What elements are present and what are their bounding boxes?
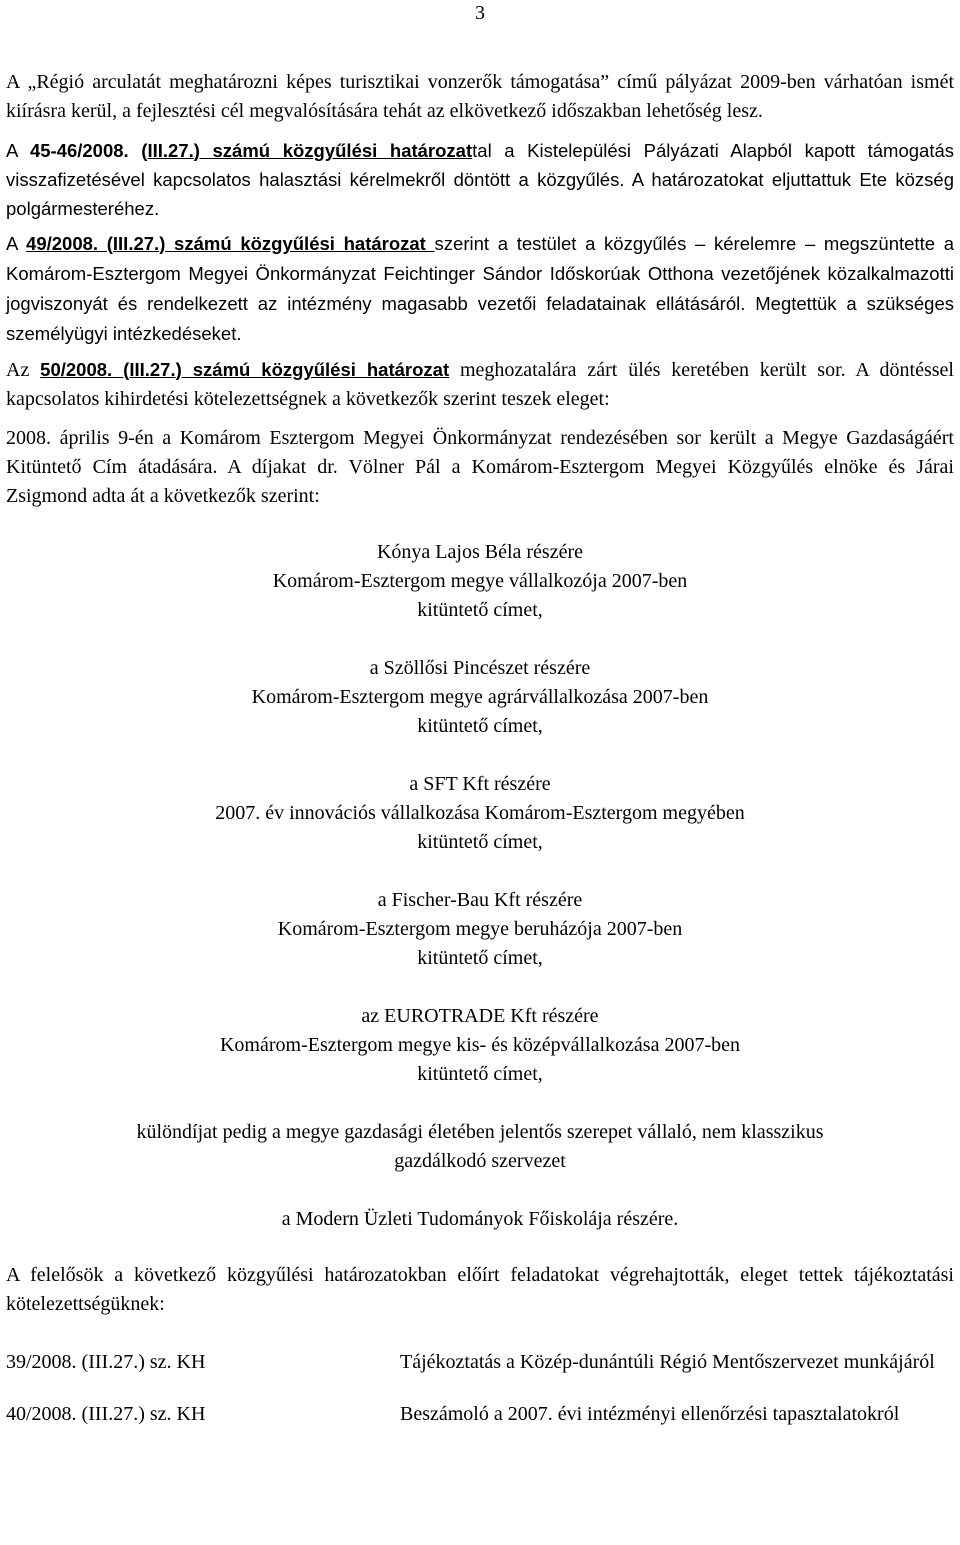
resolution-table (6, 1348, 954, 1429)
paragraph-resolution-50 (6, 355, 954, 414)
resolution-prefix: A (6, 233, 27, 254)
award-item (6, 1002, 954, 1089)
award-recipient: a SFT Kft részére (409, 773, 551, 795)
resolution-prefix: A (6, 140, 30, 161)
resolution-date: III.27. (112, 233, 160, 254)
document-body (6, 68, 954, 1452)
resolution-prefix: Az (6, 359, 41, 381)
special-award (6, 1118, 954, 1234)
award-title: kitüntető címet, (417, 831, 543, 853)
award-category: 2007. év innovációs vállalkozása Komárom-Esztergom megyében (215, 802, 745, 824)
table-cell-reference: 39/2008. (III.27.) sz. KH (6, 1351, 206, 1373)
award-category: Komárom-Esztergom megye vállalkozója 2007-ben (272, 570, 688, 592)
award-recipient: az EUROTRADE Kft részére (361, 1005, 599, 1027)
award-title: kitüntető címet, (417, 599, 543, 621)
award-recipient: Kónya Lajos Béla részére (376, 541, 583, 563)
award-item (6, 654, 954, 741)
resolution-date: III.27. (147, 140, 194, 161)
resolution-reference: ) számú közgyűlési határozat (175, 359, 450, 380)
table-cell-description: Tájékoztatás a Közép-dunántúli Régió Mentőszervezet munkájáról (400, 1351, 935, 1373)
award-category: Komárom-Esztergom megye beruházója 2007-ben (277, 918, 683, 940)
table-row (6, 1400, 954, 1429)
award-category: Komárom-Esztergom megye kis- és középvállalkozása 2007-ben (219, 1034, 741, 1056)
page-number: 3 (475, 2, 485, 24)
resolution-followup: A döntéssel kapcsolatos kihirdetési kötelezettségnek a következők szerint teszek eleget: (6, 359, 954, 410)
table-cell-description: Beszámoló a 2007. évi intézményi ellenőrzési tapasztalatokról (400, 1403, 900, 1425)
paragraph-resolution-45-46 (6, 136, 954, 223)
special-award-description-cont: gazdálkodó szervezet (394, 1150, 566, 1172)
resolution-date: III.27. (129, 359, 176, 380)
award-item (6, 886, 954, 973)
paragraph-resolution-49 (6, 229, 954, 349)
award-recipient: a Szöllősi Pincészet részére (369, 657, 591, 679)
table-row (6, 1348, 954, 1377)
award-item (6, 770, 954, 857)
award-recipient: a Fischer-Bau Kft részére (377, 889, 583, 911)
award-list (6, 538, 954, 1234)
special-award-recipient: a Modern Üzleti Tudományok Főiskolája részére. (281, 1208, 679, 1230)
award-title: kitüntető címet, (417, 1063, 543, 1085)
award-category: Komárom-Esztergom megye agrárvállalkozása 2007-ben (251, 686, 709, 708)
resolution-text: szerint a testület a közgyűlés – kérelemre – megszüntette a Komárom-Esztergom Megyei Önkormányzat Feichtinger Sándor Időskorúak Otthona vezetőjének közalkalmazotti jogviszonyát és rendelkezett az intézmény magasabb vezetői feladatainak ellátásáról. (6, 233, 954, 314)
resolution-text: tal a Kistelepülési Pályázati Alapból kapott támogatás visszafizetésével kapcsolatos halasztási kérelmekről döntött a közgyűlés. (6, 140, 955, 190)
resolution-followup: Megtettük a szükséges személyügyi intézkedéseket. (6, 293, 954, 344)
resolution-followup: A határozatokat eljuttattuk Ete község polgármesteréhez. (6, 169, 955, 219)
award-title: kitüntető címet, (417, 715, 543, 737)
resolution-number: 50/2008. ( (40, 359, 130, 380)
resolution-reference: ) számú közgyűlési határozat (193, 140, 473, 161)
award-title: kitüntető címet, (417, 947, 543, 969)
resolution-reference: ) számú közgyűlési határozat (159, 233, 435, 254)
special-award-description: különdíjat pedig a megye gazdasági életében jelentős szerepet vállaló, nem klasszikus (136, 1121, 824, 1143)
resolution-number: 45-46/2008. ( (29, 140, 148, 161)
award-item (6, 538, 954, 625)
paragraph-award-ceremony: 2008. április 9-én a Komárom Esztergom Megyei Önkormányzat rendezésében sor került a Megye Gazdaságáért Kitüntető Cím átadására. A díjakat dr. Völner Pál a Komárom-Esztergom Megyei Közgyűlés elnöke és Járai Zsigmond adta át a következők szerint: (6, 427, 954, 507)
paragraph-responsibles: A felelősök a következő közgyűlési határozatokban előírt feladatokat végrehajtották, eleget tettek tájékoztatási kötelezettségüknek: (6, 1264, 954, 1315)
table-cell-reference: 40/2008. (III.27.) sz. KH (6, 1403, 206, 1425)
resolution-number: 49/2008. ( (26, 233, 113, 254)
paragraph-tourism-grant: A „Régió arculatát meghatározni képes turisztikai vonzerők támogatása” című pályázat 2009-ben várhatóan ismét kiírásra kerül, a fejlesztési cél megvalósítására tehát az elkövetkező időszakban lehetőség lesz. (6, 71, 954, 122)
resolution-text: meghozatalára zárt ülés keretében került sor. (449, 359, 846, 381)
